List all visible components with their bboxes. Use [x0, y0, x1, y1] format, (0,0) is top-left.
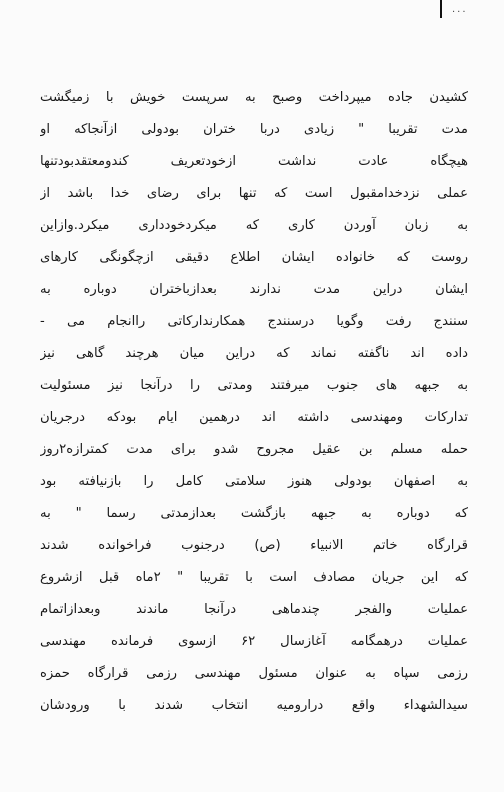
text-line: مدت تقریبا " زیادی دربا ختران بودولی ازآنجاکه او [40, 122, 468, 137]
text-line: عملیات درهمگامه آغازسال ۶۲ ازسوی فرمانده مهندسی [40, 634, 468, 649]
text-line: عملی نزدخدامقبول است که تنها برای رضای خدا باشد از [40, 186, 468, 201]
body-text [40, 82, 468, 722]
text-line: ایشان دراین مدت ندارند بعدازباختران دوباره به [40, 282, 468, 297]
text-line: تدارکات ومهندسی داشته اند درهمین ایام بودکه درجریان [40, 410, 468, 425]
text-line: قرارگاه خاتم الانبیاء (ص) درجنوب فراخوانده شدند [40, 538, 468, 553]
text-line: حمله مسلم بن عقیل مجروح شدو برای مدت کمترازه۲روز [40, 442, 468, 457]
text-line: روست که خانواده ایشان اطلاع دقیقی ازچگونگی کارهای [40, 250, 468, 265]
text-line: کشیدن جاده میپرداخت وصبح به سرپست خویش با زمیگشت [40, 90, 468, 105]
text-line: به جبهه های جنوب میرفتند ومدتی را درآنجا نیز مسئولیت [40, 378, 468, 393]
text-line: سیدالشهداء واقع درارومیه انتخاب شدند با ورودشان [40, 698, 468, 713]
text-line: داده اند ناگفته نماند که دراین میان هرچند گاهی نیز [40, 346, 468, 361]
text-line: عملیات والفجر چندماهی درآنجا ماندند وبعدازاتمام [40, 602, 468, 617]
text-line: رزمی سپاه به عنوان مسئول مهندسی رزمی قرارگاه حمزه [40, 666, 468, 681]
text-line: هیچگاه عادت نداشت ازخودتعریف کندومعتقدبودتنها [40, 154, 468, 169]
text-line: سنندج رفت وگویا درسنندج همکارندارکاتی راانجام می - [40, 314, 468, 329]
corner-mark: ... [452, 4, 468, 15]
scan-edge-mark [440, 0, 442, 18]
text-line: به زبان آوردن کاری که میکردخودداری میکرد.وازاین [40, 218, 468, 233]
text-line: که دوباره به جبهه بازگشت بعدازمدتی رسما " به [40, 506, 468, 521]
text-line: که این جریان مصادف است با تقریبا " ۲ماه قبل ازشروع [40, 570, 468, 585]
text-line: به اصفهان بودولی هنوز سلامتی کامل را بازنیافته بود [40, 474, 468, 489]
